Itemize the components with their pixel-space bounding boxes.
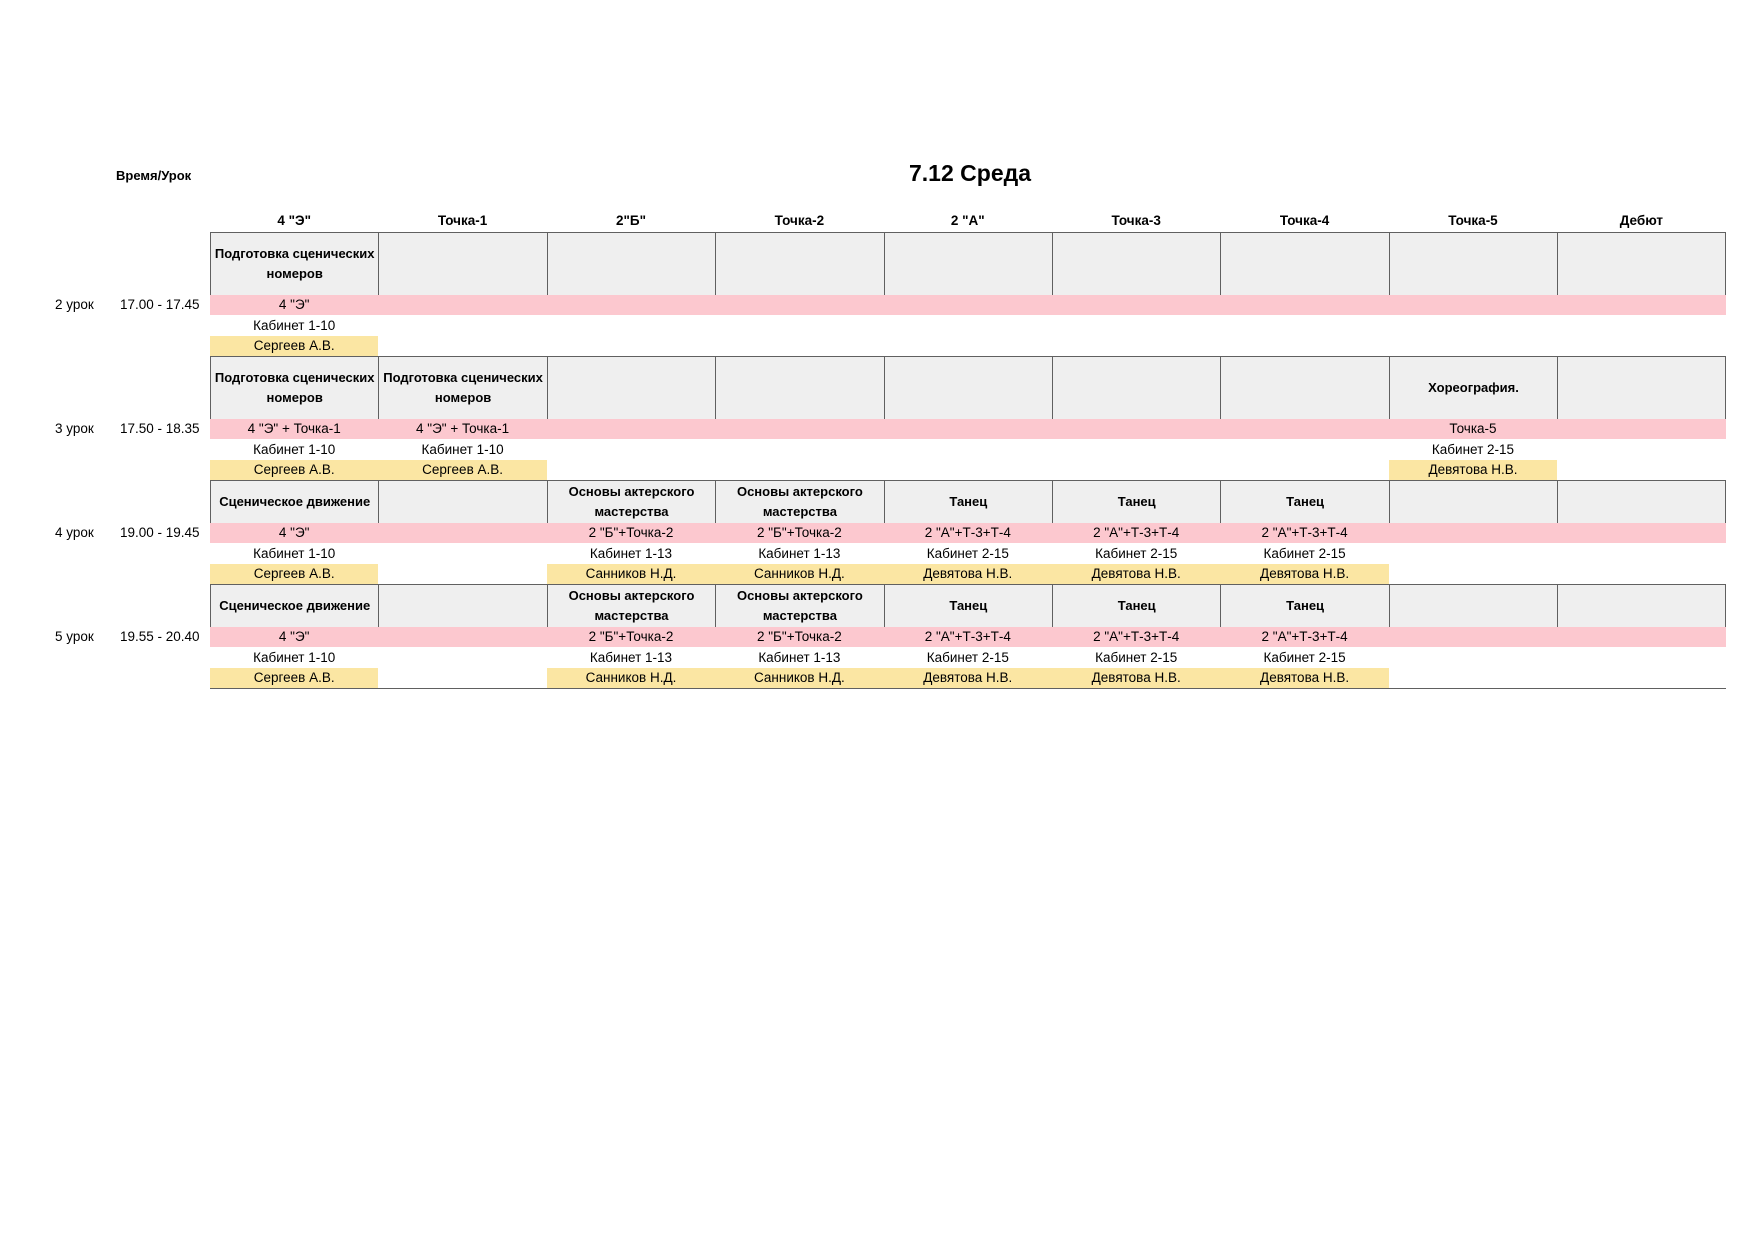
group-label: 4 "Э" + Точка-1 [247,421,341,436]
group-label: 4 "Э" [278,629,310,644]
subject-cell [378,481,546,523]
subject-cell: Танец [1052,585,1220,627]
room-label [884,316,1052,336]
time-lesson-header: Время/Урок [116,168,192,183]
group-label [1557,627,1725,647]
room-label [715,440,883,460]
column-header: Точка-2 [774,213,825,228]
subject-cell [715,233,883,295]
page-title: 7.12 Среда [909,160,1031,186]
teacher-label: Сергеев А.В. [210,564,378,584]
teacher-label [1220,460,1388,480]
column-header: 2 "А" [950,213,985,228]
teacher-label [884,460,1052,480]
group-label [1557,295,1725,315]
column-header: Точка-4 [1279,213,1330,228]
room-label: Кабинет 1-10 [253,649,336,665]
subject-row [210,584,1726,628]
room-label: Кабинет 1-10 [421,441,504,457]
subject-cell [1389,481,1557,523]
teacher-label: Санников Н.Д. [715,668,883,688]
subject-cell: Подготовка сценических номеров [378,357,546,419]
room-label [1557,316,1725,336]
subject-cell: Танец [884,585,1052,627]
teacher-label [378,564,546,584]
teacher-label [1557,564,1725,584]
teacher-label [1052,460,1220,480]
group-label [547,419,715,439]
teacher-label [378,668,546,688]
teacher-label: Санников Н.Д. [715,564,883,584]
group-label [1389,295,1557,315]
room-label [1557,544,1725,564]
room-label: Кабинет 1-13 [758,649,841,665]
subject-cell [1220,357,1388,419]
teacher-label: Девятова Н.В. [884,668,1052,688]
room-label [547,316,715,336]
room-label [715,316,883,336]
group-label: 2 "Б"+Точка-2 [588,525,674,540]
room-label: Кабинет 1-10 [253,441,336,457]
subject-cell: Хореография. [1389,357,1557,419]
subject-cell [1557,481,1725,523]
subject-cell [884,233,1052,295]
teacher-label: Девятова Н.В. [1220,668,1388,688]
subject-cell [1557,357,1725,419]
group-label: 2 "Б"+Точка-2 [588,629,674,644]
subject-cell: Основы актерского мастерства [547,481,715,523]
group-label [378,523,546,543]
subject-cell: Подготовка сценических номеров [210,233,378,295]
subject-cell: Сценическое движение [210,481,378,523]
teacher-label: Сергеев А.В. [210,336,378,356]
room-label [1557,440,1725,460]
teacher-label: Девятова Н.В. [1389,460,1557,480]
subject-cell: Сценическое движение [210,585,378,627]
table-bottom-border [210,688,1726,689]
room-label [1389,544,1557,564]
group-label [1052,295,1220,315]
group-label: Точка-5 [1449,421,1497,436]
subject-cell [1557,233,1725,295]
room-label [884,440,1052,460]
subject-row [210,356,1726,420]
room-label [1389,316,1557,336]
column-header: Точка-3 [1111,213,1161,228]
subject-cell: Танец [1220,585,1388,627]
subject-cell: Основы актерского мастерства [715,585,883,627]
room-label: Кабинет 2-15 [1095,545,1178,561]
group-label [1557,419,1725,439]
room-label: Кабинет 2-15 [1263,545,1346,561]
group-label [1052,419,1220,439]
subject-cell: Танец [1052,481,1220,523]
subject-cell [1052,357,1220,419]
room-label: Кабинет 2-15 [1431,441,1515,457]
room-label [1220,316,1388,336]
subject-cell [1389,233,1557,295]
room-label: Кабинет 1-13 [589,545,673,561]
group-label [1389,523,1557,543]
lesson-number: 5 урок [55,629,94,644]
group-label: 2 "Б"+Точка-2 [757,629,842,644]
column-header: Дебют [1619,213,1664,228]
teacher-label: Сергеев А.В. [210,668,378,688]
teacher-label [1052,336,1220,356]
teacher-label [1389,564,1557,584]
teacher-label: Сергеев А.В. [210,460,378,480]
subject-cell: Основы актерского мастерства [547,585,715,627]
room-label [1052,440,1220,460]
teacher-label: Санников Н.Д. [547,668,715,688]
teacher-label [1389,668,1557,688]
lesson-number: 3 урок [55,421,94,436]
group-label: 2 "Б"+Точка-2 [757,525,842,540]
teacher-label [1557,336,1725,356]
lesson-time: 19.55 - 20.40 [120,629,200,644]
teacher-label [547,460,715,480]
group-label: 2 "А"+Т-3+Т-4 [924,525,1011,540]
teacher-label [715,336,883,356]
teacher-label [884,336,1052,356]
teacher-label [547,336,715,356]
subject-cell [547,357,715,419]
room-label: Кабинет 2-15 [926,649,1009,665]
group-label [884,419,1052,439]
group-label [715,419,883,439]
group-label [1389,627,1557,647]
teacher-label: Девятова Н.В. [1220,564,1388,584]
room-label [378,316,546,336]
room-label [1557,648,1725,668]
subject-row [210,480,1726,524]
lesson-number: 2 урок [55,297,94,312]
subject-cell [884,357,1052,419]
room-label [1389,648,1557,668]
room-label: Кабинет 1-10 [253,545,336,561]
group-label [1220,295,1388,315]
room-label [1052,316,1220,336]
subject-cell: Подготовка сценических номеров [210,357,378,419]
subject-cell [378,233,546,295]
room-label [378,544,546,564]
group-label [378,295,546,315]
subject-cell [1052,233,1220,295]
teacher-label [715,460,883,480]
group-label [1557,523,1725,543]
room-label [1220,440,1388,460]
subject-cell [378,585,546,627]
subject-cell [1389,585,1557,627]
room-label [378,648,546,668]
group-label [547,295,715,315]
column-header: Точка-5 [1448,213,1498,228]
teacher-label [1220,336,1388,356]
teacher-label: Санников Н.Д. [547,564,715,584]
group-label [715,295,883,315]
subject-cell: Основы актерского мастерства [715,481,883,523]
teacher-label [1389,336,1557,356]
room-label: Кабинет 2-15 [926,545,1009,561]
group-label: 2 "А"+Т-3+Т-4 [1261,629,1348,644]
column-header: 4 "Э" [277,213,312,228]
group-label [884,295,1052,315]
group-label: 4 "Э" + Точка-1 [416,421,510,436]
teacher-label: Сергеев А.В. [378,460,546,480]
subject-row [210,232,1726,296]
subject-cell [1557,585,1725,627]
room-label: Кабинет 2-15 [1263,649,1346,665]
room-label [547,440,715,460]
group-label: 2 "А"+Т-3+Т-4 [1093,525,1180,540]
subject-cell [547,233,715,295]
room-label: Кабинет 1-10 [253,317,336,333]
group-label: 4 "Э" [278,297,310,312]
teacher-label: Девятова Н.В. [1052,564,1220,584]
lesson-time: 17.00 - 17.45 [120,297,200,312]
subject-cell: Танец [1220,481,1388,523]
group-label: 2 "А"+Т-3+Т-4 [1261,525,1348,540]
room-label: Кабинет 1-13 [758,545,841,561]
teacher-label [378,336,546,356]
subject-cell [715,357,883,419]
group-label [1220,419,1388,439]
subject-cell: Танец [884,481,1052,523]
teacher-label [1557,668,1725,688]
room-label: Кабинет 1-13 [589,649,673,665]
room-label: Кабинет 2-15 [1095,649,1178,665]
column-header: Точка-1 [437,213,488,228]
lesson-time: 19.00 - 19.45 [120,525,200,540]
teacher-label: Девятова Н.В. [884,564,1052,584]
group-label: 4 "Э" [278,525,310,540]
group-label: 2 "А"+Т-3+Т-4 [924,629,1011,644]
lesson-time: 17.50 - 18.35 [120,421,200,436]
subject-cell [1220,233,1388,295]
lesson-number: 4 урок [55,525,94,540]
teacher-label [1557,460,1725,480]
column-header: 2"Б" [615,213,646,228]
group-label: 2 "А"+Т-3+Т-4 [1093,629,1180,644]
teacher-label: Девятова Н.В. [1052,668,1220,688]
group-label [378,627,546,647]
